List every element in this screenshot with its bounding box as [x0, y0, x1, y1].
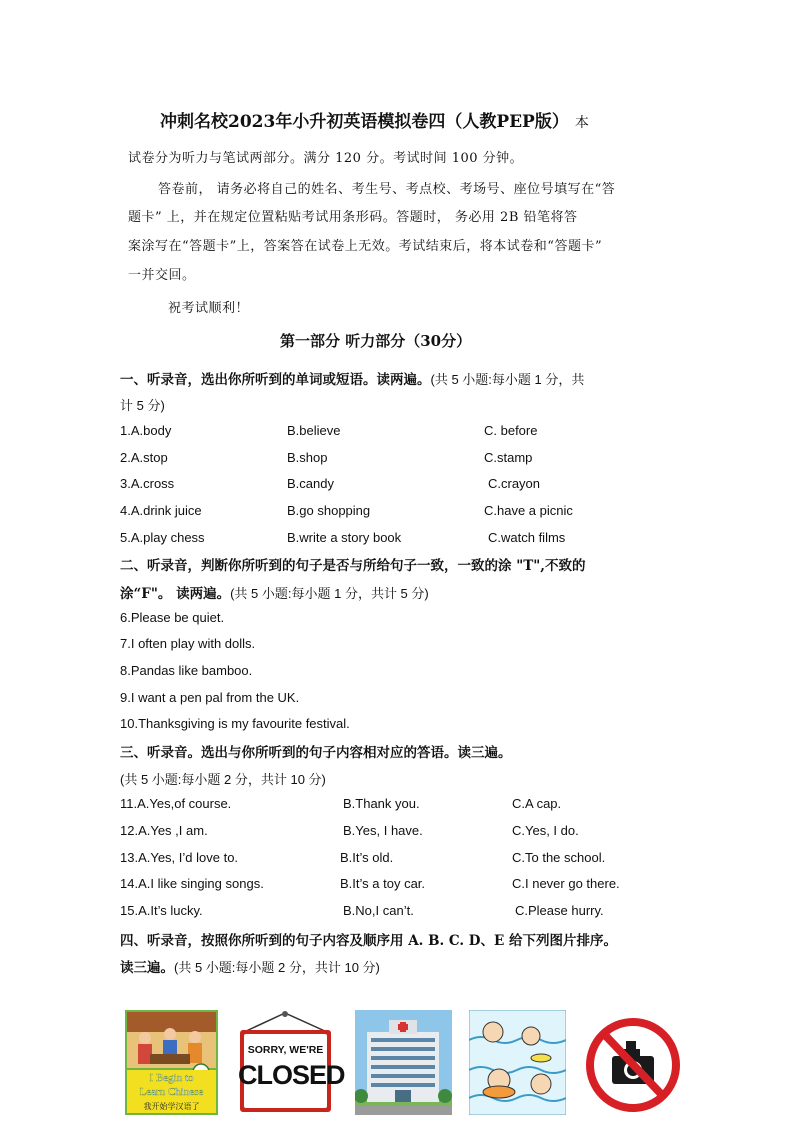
hospital-building-illustration [355, 1010, 452, 1115]
part1-heading: 第一部分 听力部分（30分） [280, 332, 472, 350]
question-5a: 5.A.play chess [120, 530, 205, 545]
instruction-line: 一并交回。 [128, 268, 196, 283]
question-4b: B.go shopping [287, 503, 371, 518]
section1-title: 一、听录音，选出你所听到的单词或短语。读两遍。(共 5 小题:每小题 1 分，共 [120, 372, 585, 388]
swimming-cartoon-illustration [469, 1010, 566, 1115]
question-3a: 3.A.cross [120, 476, 175, 491]
question-11c: C.A cap. [512, 796, 562, 811]
question-9: 9.I want a pen pal from the UK. [120, 690, 300, 705]
question-15a: 15.A.It’s lucky. [120, 903, 203, 918]
question-1b: B.believe [287, 423, 341, 438]
question-13a: 13.A.Yes, I’d love to. [120, 850, 239, 865]
instruction-line: 案涂写在“答题卡”上，答案答在试卷上无效。考试结束后，将本试卷和“答题卡” [128, 239, 603, 254]
question-3c: C.crayon [488, 476, 541, 491]
question-15c: C.Please hurry. [515, 903, 604, 918]
question-5c: C.watch films [488, 530, 566, 545]
question-6: 6.Please be quiet. [120, 610, 225, 625]
exam-title: 冲刺名校2023年小升初英语模拟卷四（人教PEP版） 本 [160, 112, 589, 132]
question-4a: 4.A.drink juice [120, 503, 202, 518]
hospital-building-image [355, 1010, 452, 1115]
question-10: 10.Thanksgiving is my favourite festival. [120, 716, 350, 731]
book-cover-illustration [125, 1010, 218, 1115]
section2-title-cont: 涂“F"。 读两遍。(共 5 小题:每小题 1 分，共计 5 分) [120, 586, 429, 602]
question-12c: C.Yes, I do. [512, 823, 579, 838]
question-14b: B.It’s a toy car. [340, 876, 426, 891]
question-2c: C.stamp [484, 450, 533, 465]
question-11b: B.Thank you. [343, 796, 420, 811]
section3-title: 三、听录音。选出与你所听到的句子内容相对应的答语。读三遍。 [120, 745, 512, 761]
question-12a: 12.A.Yes ,I am. [120, 823, 208, 838]
question-14a: 14.A.I like singing songs. [120, 876, 264, 891]
no-camera-sign-image [584, 1010, 682, 1115]
question-7: 7.I often play with dolls. [120, 636, 256, 651]
instruction-line: 题卡” 上，并在规定位置粘贴考试用条形码。答题时， 务必用 2B 铅笔将答 [128, 210, 578, 225]
question-11a: 11.A.Yes,of course. [120, 796, 232, 811]
exam-intro: 试卷分为听力与笔试两部分。满分 120 分。考试时间 100 分钟。 [128, 151, 524, 166]
question-1c: C. before [484, 423, 538, 438]
book-title-line1: I Begin to [149, 1072, 194, 1084]
section1-note: 计 5 分) [120, 398, 165, 413]
question-4c: C.have a picnic [484, 503, 573, 518]
question-5b: B.write a story book [287, 530, 402, 545]
question-2b: B.shop [287, 450, 328, 465]
section4-title-cont: 读三遍。(共 5 小题:每小题 2 分，共计 10 分) [120, 960, 380, 976]
book-title-line2: Learn Chinese [139, 1086, 204, 1098]
question-13c: C.To the school. [512, 850, 606, 865]
instruction-line: 答卷前， 请务必将自己的姓名、考生号、考点校、考场号、座位号填写在“答 [158, 182, 616, 197]
question-3b: B.candy [287, 476, 334, 491]
swimming-cartoon-image [469, 1010, 566, 1115]
question-12b: B.Yes, I have. [343, 823, 423, 838]
question-14c: C.I never go there. [512, 876, 620, 891]
section4-title: 四、听录音，按照你所听到的句子内容及顺序用 A. B. C. D、E 给下列图片排序。 [120, 933, 617, 949]
closed-sign-image [238, 1010, 345, 1115]
question-8: 8.Pandas like bamboo. [120, 663, 253, 678]
question-13b: B.It’s old. [340, 850, 394, 865]
sign-text-line1: SORRY, WE'RE [247, 1044, 324, 1056]
section3-note: (共 5 小题:每小题 2 分，共计 10 分) [120, 772, 326, 787]
good-luck-text: 祝考试顺利！ [168, 301, 250, 316]
question-2a: 2.A.stop [120, 450, 168, 465]
book-chinese-subtitle: 我开始学汉语了 [143, 1102, 200, 1111]
book-cover-image [125, 1010, 218, 1115]
sign-text-line2: CLOSED [238, 1060, 345, 1090]
question-1a: 1.A.body [120, 423, 172, 438]
no-camera-icon [584, 1010, 682, 1115]
question-15b: B.No,I can’t. [343, 903, 414, 918]
section2-title: 二、听录音，判断你所听到的句子是否与所给句子一致，一致的涂 "T",不致的 [120, 558, 586, 574]
